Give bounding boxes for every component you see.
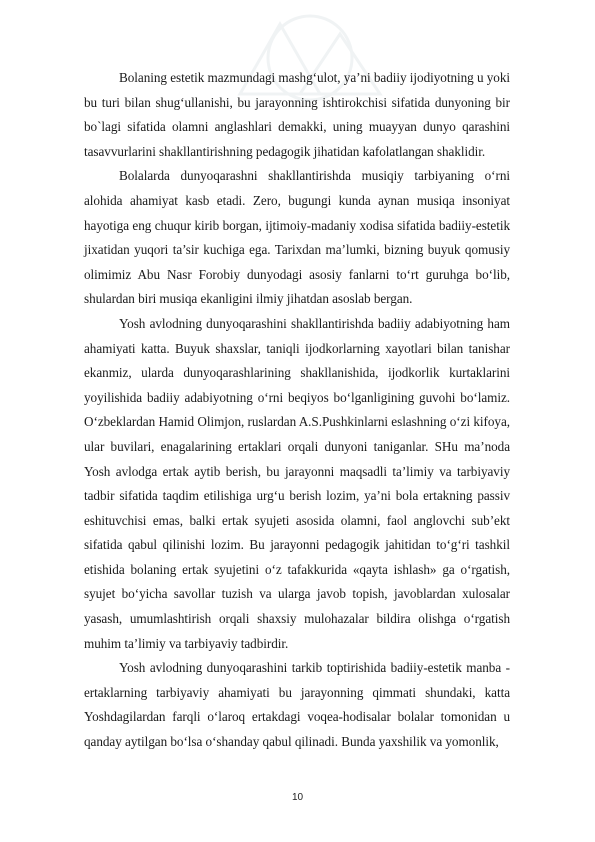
paragraph-3: Yosh avlodning dunyoqarashini shakllantirishda badiiy adabiyotning ham ahamiyati katta. Buyuk shaxslar, taniqli ijodkorlarning xayotlari bilan tanishar ekanmiz, ularda dunyoqarashlarining shakllanishida, ijodkorlik kurtaklarini yoyilishida badiiy adabiyotning o‘rni beqiyos bo‘lganligining guvohi bo‘lamiz. O‘zbeklardan Hamid Olimjon, ruslardan A.S.Pushkinlarni eslashning o‘zi kifoya, ular buvilari, enagalarining ertaklari orqali dunyoni taniganlar. SHu ma’noda Yosh avlodga ertak aytib berish, bu jarayonni maqsadli ta’limiy va tarbiyaviy tadbir sifatida taqdim etilishiga urg‘u berish lozim, ya’ni bola ertakning passiv eshituvchisi emas, balki ertak syujeti asosida olamni, faol anglovchi sub’ekt sifatida qabul qilinishi lozim. Bu jarayonni pedagogik jahitidan to‘g‘ri tashkil etishida bolaning ertak syujetini o‘z tafakkurida «qayta ishlash» ga o‘rgatish, syujet bo‘yicha savollar tuzish va ularga javob topish, javoblardan xulosalar yasash, umumlashtirish orqali shaxsiy mulohazalar bildira olishga o‘rgatish muhim ta’limiy va tarbiyaviy tadbirdir.: [84, 315, 510, 651]
paragraph-4: Yosh avlodning dunyoqarashini tarkib toptirishida badiiy-estetik manba - ertaklarning tarbiyaviy ahamiyati bu jarayonning qimmati shundaki, katta Yoshdagilardan farqli o‘laroq ertakdagi voqea-hodisalar bolalar tomonidan u qanday aytilgan bo‘lsa o‘shanday qabul qilinadi. Bunda yaxshilik va yomonlik,: [84, 660, 510, 750]
document-body: [84, 66, 510, 755]
paragraph-2: Bolalarda dunyoqarashni shakllantirishda musiqiy tarbiyaning o‘rni alohida ahamiyat kasb etadi. Zero, bugungi kunda aynan musiqa insoniyat hayotiga eng chuqur kirib borgan, ijtimoiy-madaniy xodisa sifatida badiiy-estetik jixatidan yuqori ta’sir kuchiga ega. Tarixdan ma’lumki, bizning buyuk qomusiy olimimiz Abu Nasr Forobiy dunyodagi asosiy fanlarni to‘rt guruhga bo‘lib, shulardan biri musiqa ekanligini ilmiy jihatdan asoslab bergan.: [84, 168, 510, 307]
paragraph-1: Bolaning estetik mazmundagi mashg‘ulot, ya’ni badiiy ijodiyotning u yoki bu turi bilan shug‘ullanishi, bu jarayonning ishtirokchisi sifatida dunyoning bir bo`lagi sifatida olamni anglashlari demakki, uning muayyan dunyo qarashini tasavvurlarini shakllantirishning pedagogik jihatidan kafolatlangan shaklidir.: [84, 70, 510, 159]
page-number: 10: [291, 792, 304, 803]
